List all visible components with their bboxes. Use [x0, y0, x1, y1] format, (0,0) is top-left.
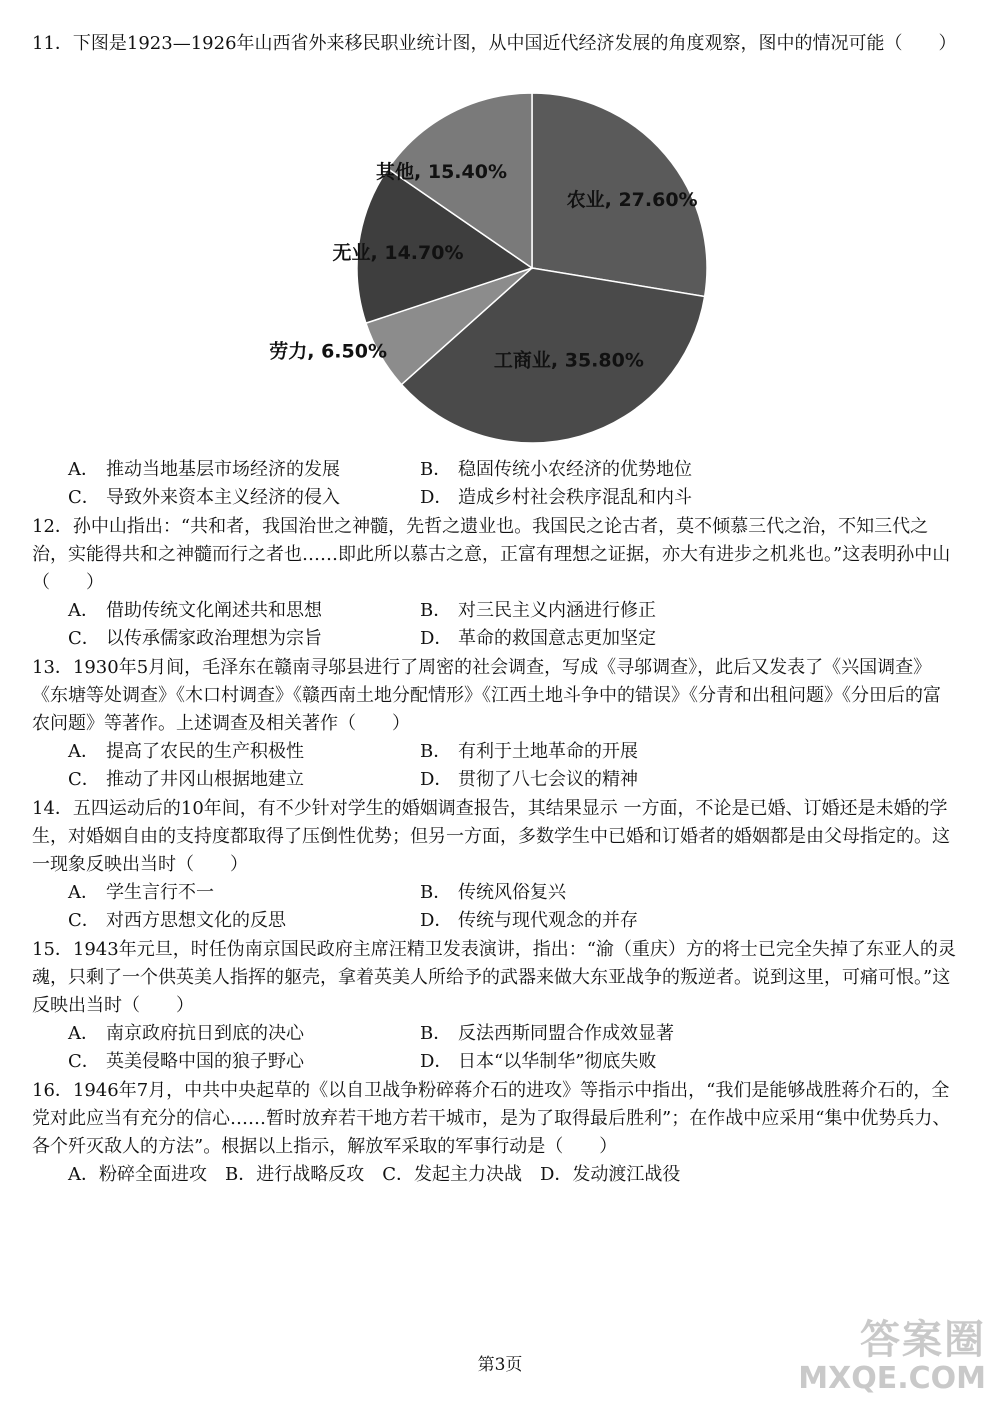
option-c[interactable] [68, 766, 304, 794]
question-13 [32, 654, 957, 794]
question-11-stem: 11．下图是1923—1926年山西省外来移民职业统计图，从中国近代经济发展的角度观察，图中的情况可能（ ） [32, 33, 957, 54]
question-16 [32, 1077, 957, 1189]
watermark-logo [798, 1318, 986, 1396]
question-11 [32, 30, 957, 58]
option-text: 有利于土地革命的开展 [458, 741, 638, 762]
option-a[interactable] [68, 456, 340, 484]
options-row [32, 1020, 957, 1048]
options-row [32, 766, 957, 794]
occupation-pie-chart [269, 78, 720, 458]
option-text: 提高了农民的生产积极性 [106, 741, 304, 762]
option-text: 传统与现代观念的并存 [458, 910, 638, 931]
option-a[interactable] [68, 879, 214, 907]
option-text: 稳固传统小农经济的优势地位 [458, 459, 692, 480]
page-number: 第3页 [477, 1355, 523, 1375]
option-text: 对西方思想文化的反思 [106, 910, 286, 931]
option-label: A． [68, 882, 99, 903]
question-15 [32, 936, 957, 1076]
option-c[interactable] [68, 484, 340, 512]
options-row [32, 879, 957, 907]
option-c[interactable] [68, 1048, 304, 1076]
option-c[interactable] [68, 907, 286, 935]
option-text: 推动当地基层市场经济的发展 [106, 459, 340, 480]
question-15-stem: 15．1943年元旦，时任伪南京国民政府主席汪精卫发表演讲，指出：“渝（重庆）方的将士已完全失掉了东亚人的灵魂，只剩了一个供英美人指挥的躯壳，拿着英美人所给予的武器来做大东亚战争的叛逆者。说到这里，可痛可恨。”这反映出当时（ ） [32, 939, 956, 1016]
option-label: B． [420, 600, 452, 621]
option-text: 英美侵略中国的狼子野心 [106, 1051, 304, 1072]
option-text: 贯彻了八七会议的精神 [458, 769, 638, 790]
option-label: B． [420, 459, 452, 480]
options-row [32, 456, 957, 484]
option-text: 日本“以华制华”彻底失败 [458, 1051, 657, 1072]
option-b[interactable] [420, 456, 692, 484]
option-label: B． [420, 1023, 452, 1044]
option-d[interactable] [420, 484, 692, 512]
options-row [32, 1161, 957, 1189]
option-label: C． [68, 910, 100, 931]
option-label: D． [420, 910, 453, 931]
question-12 [32, 513, 957, 653]
option-text: 传统风俗复兴 [458, 882, 566, 903]
option-label: C． [68, 487, 100, 508]
pie-chart-svg [269, 78, 720, 458]
watermark-line2: MXQE.COM [798, 1361, 986, 1396]
option-label: D． [420, 769, 453, 790]
option-label: D． [420, 487, 453, 508]
options-inline[interactable]: A．粉碎全面进攻 B．进行战略反攻 C．发起主力决战 D．发动渡江战役 [68, 1164, 681, 1185]
option-label: B． [420, 882, 452, 903]
pie-label-劳力: 劳力, 6.50% [269, 340, 387, 363]
question-14-stem: 14．五四运动后的10年间，有不少针对学生的婚姻调查报告，其结果显示 一方面，不论是已婚、订婚还是未婚的学生，对婚姻自由的支持度都取得了压倒性优势；但另一方面，多数学生中已婚和订婚者的婚姻都是由父母指定的。这一现象反映出当时（ ） [32, 798, 950, 875]
option-label: B． [420, 741, 452, 762]
question-16-stem: 16．1946年7月，中共中央起草的《以自卫战争粉碎蒋介石的进攻》等指示中指出，“我们是能够战胜蒋介石的，全党对此应当有充分的信心……暂时放弃若干地方若干城市，是为了取得最后胜利”；在作战中应采用“集中优势兵力、各个歼灭敌人的方法”。根据以上指示，解放军采取的军事行动是（ ） [32, 1080, 951, 1157]
option-text: 导致外来资本主义经济的侵入 [106, 487, 340, 508]
option-label: D． [420, 1051, 453, 1072]
option-label: D． [420, 628, 453, 649]
option-label: C． [68, 1051, 100, 1072]
option-d[interactable] [420, 907, 638, 935]
pie-label-工商业: 工商业, 35.80% [493, 349, 644, 372]
option-text: 反法西斯同盟合作成效显著 [458, 1023, 674, 1044]
option-c[interactable] [68, 625, 322, 653]
option-a[interactable] [68, 1020, 304, 1048]
options-row [32, 484, 957, 512]
question-13-stem: 13．1930年5月间，毛泽东在赣南寻邬县进行了周密的社会调查，写成《寻邬调查》，此后又发表了《兴国调查》《东塘等处调查》《木口村调查》《赣西南土地分配情形》《江西土地斗争中的错误》《分青和出租问题》《分田后的富农问题》等著作。上述调查及相关著作（ ） [32, 657, 941, 734]
option-label: A． [68, 459, 99, 480]
option-b[interactable] [420, 597, 656, 625]
option-text: 对三民主义内涵进行修正 [458, 600, 656, 621]
options-row [32, 597, 957, 625]
option-a[interactable] [68, 738, 304, 766]
options-row [32, 625, 957, 653]
question-14 [32, 795, 957, 935]
option-label: A． [68, 741, 99, 762]
pie-label-无业: 无业, 14.70% [332, 242, 464, 265]
option-text: 借助传统文化阐述共和思想 [106, 600, 322, 621]
watermark-line1: 答案圈 [860, 1317, 986, 1363]
question-11-options [32, 456, 957, 512]
option-d[interactable] [420, 766, 638, 794]
option-d[interactable] [420, 625, 656, 653]
option-text: 学生言行不一 [106, 882, 214, 903]
option-a[interactable] [68, 597, 322, 625]
option-label: C． [68, 628, 100, 649]
option-b[interactable] [420, 1020, 674, 1048]
option-text: 革命的救国意志更加坚定 [458, 628, 656, 649]
option-text: 推动了井冈山根据地建立 [106, 769, 304, 790]
option-label: A． [68, 1023, 99, 1044]
option-d[interactable] [420, 1048, 656, 1076]
option-label: A． [68, 600, 99, 621]
options-row [32, 738, 957, 766]
option-label: C． [68, 769, 100, 790]
option-text: 以传承儒家政治理想为宗旨 [106, 628, 322, 649]
option-b[interactable] [420, 879, 566, 907]
options-row [32, 1048, 957, 1076]
pie-label-其他: 其他, 15.40% [376, 161, 507, 183]
question-12-stem: 12．孙中山指出：“共和者，我国治世之神髓，先哲之遗业也。我国民之论古者，莫不倾慕三代之治，不知三代之治，实能得共和之神髓而行之者也……即此所以慕古之意，正富有理想之证据，亦大有进步之机兆也。”这表明孙中山（ ） [32, 516, 951, 593]
pie-label-农业: 农业, 27.60% [566, 189, 698, 212]
option-text: 造成乡村社会秩序混乱和内斗 [458, 487, 692, 508]
options-row [32, 907, 957, 935]
option-b[interactable] [420, 738, 638, 766]
option-text: 南京政府抗日到底的决心 [106, 1023, 304, 1044]
